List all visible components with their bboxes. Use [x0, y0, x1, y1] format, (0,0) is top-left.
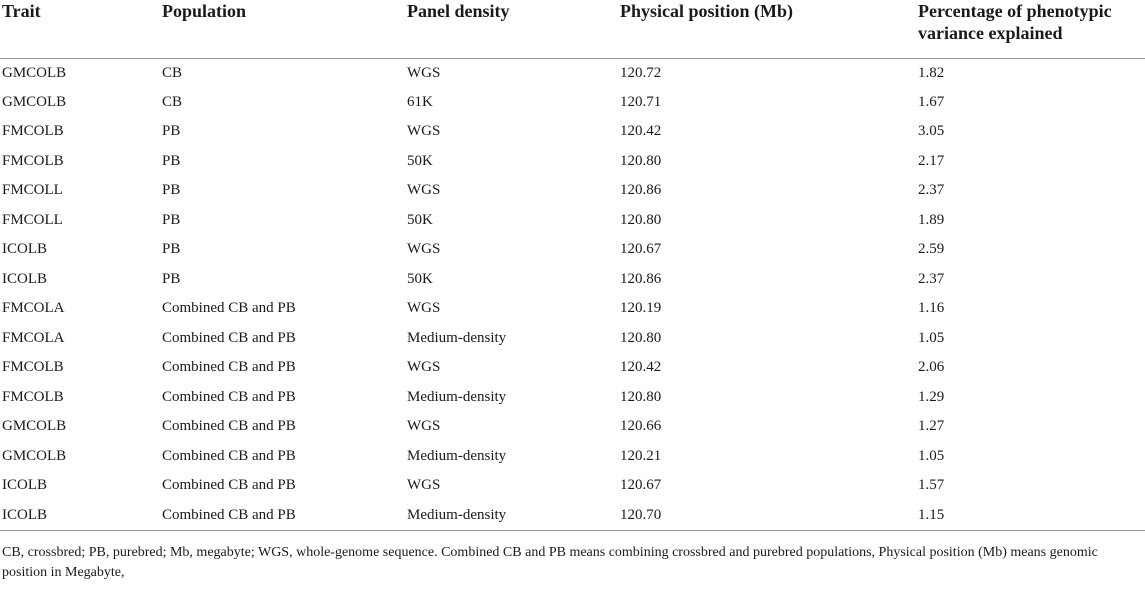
- cell-trait: FMCOLL: [2, 211, 63, 228]
- cell-panel-density: WGS: [407, 64, 441, 81]
- cell-variance-explained: 2.37: [918, 182, 945, 199]
- table-row: [0, 206, 1145, 236]
- table-row: [0, 471, 1145, 501]
- cell-physical-position: 120.19: [620, 300, 662, 317]
- header-physical-position: Physical position (Mb): [620, 0, 918, 58]
- cell-population: PB: [162, 241, 181, 258]
- cell-trait: FMCOLA: [2, 329, 65, 346]
- table-header: [0, 0, 1145, 58]
- cell-panel-density: 61K: [407, 93, 433, 110]
- cell-physical-position: 120.86: [620, 182, 662, 199]
- cell-population: PB: [162, 152, 181, 169]
- cell-variance-explained: 1.89: [918, 211, 945, 228]
- table-row: [0, 383, 1145, 413]
- cell-physical-position: 120.86: [620, 270, 662, 287]
- cell-panel-density: Medium-density: [407, 329, 507, 346]
- cell-physical-position: 120.67: [620, 477, 662, 494]
- cell-variance-explained: 2.17: [918, 152, 945, 169]
- cell-trait: ICOLB: [0, 501, 162, 531]
- table-body: [0, 58, 1145, 530]
- cell-panel-density: 50K: [407, 211, 433, 228]
- cell-population: Combined CB and PB: [162, 388, 296, 405]
- cell-population: Combined CB and PB: [162, 418, 296, 435]
- cell-physical-position: 120.67: [620, 241, 662, 258]
- table-row: [0, 88, 1145, 118]
- cell-population: CB: [162, 64, 183, 81]
- cell-physical-position: 120.80: [620, 388, 662, 405]
- table-row: [0, 412, 1145, 442]
- cell-variance-explained: 1.67: [918, 93, 945, 110]
- cell-trait: FMCOLL: [2, 182, 63, 199]
- cell-panel-density: WGS: [407, 477, 441, 494]
- cell-population: CB: [162, 93, 183, 110]
- cell-variance-explained: 1.27: [918, 418, 945, 435]
- table-row: [0, 58, 1145, 88]
- cell-population: Combined CB and PB: [162, 477, 296, 494]
- table-row: [0, 117, 1145, 147]
- cell-trait: ICOLB: [2, 241, 47, 258]
- table-row: [0, 235, 1145, 265]
- header-variance-explained: Percentage of phenotypic variance explained: [918, 0, 1145, 58]
- cell-physical-position: 120.21: [620, 447, 662, 464]
- cell-physical-position: 120.80: [620, 211, 662, 228]
- cell-panel-density: 50K: [407, 270, 433, 287]
- cell-panel-density: 50K: [407, 152, 433, 169]
- cell-variance-explained: 1.29: [918, 388, 945, 405]
- table-row: [0, 442, 1145, 472]
- cell-population: Combined CB and PB: [162, 300, 296, 317]
- cell-panel-density: WGS: [407, 241, 441, 258]
- table-row: [0, 147, 1145, 177]
- cell-panel-density: Medium-density: [407, 501, 620, 531]
- cell-population: Combined CB and PB: [162, 329, 296, 346]
- table-footnote: CB, crossbred; PB, purebred; Mb, megabyte; WGS, whole-genome sequence. Combined CB and PB means combining crossbred and purebred populations, Physical position (Mb) means genomic position in Megabyte,: [2, 544, 1098, 580]
- cell-variance-explained: 1.05: [918, 447, 945, 464]
- cell-variance-explained: 1.57: [918, 477, 945, 494]
- table-row: [0, 353, 1145, 383]
- cell-population: PB: [162, 270, 181, 287]
- cell-panel-density: WGS: [407, 300, 441, 317]
- cell-panel-density: WGS: [407, 182, 441, 199]
- cell-variance-explained: 1.15: [918, 501, 1145, 531]
- header-population: Population: [162, 0, 407, 58]
- cell-trait: FMCOLB: [2, 123, 64, 140]
- cell-population: PB: [162, 182, 181, 199]
- cell-variance-explained: 1.82: [918, 64, 945, 81]
- cell-population: Combined CB and PB: [162, 359, 296, 376]
- table-row: [0, 501, 1145, 531]
- cell-trait: FMCOLB: [2, 152, 64, 169]
- cell-physical-position: 120.80: [620, 152, 662, 169]
- table-row: [0, 324, 1145, 354]
- cell-trait: GMCOLB: [2, 447, 67, 464]
- cell-population: Combined CB and PB: [162, 501, 407, 531]
- cell-panel-density: Medium-density: [407, 447, 507, 464]
- cell-variance-explained: 2.06: [918, 359, 945, 376]
- header-trait: Trait: [0, 0, 162, 58]
- table-row: [0, 265, 1145, 295]
- cell-trait: FMCOLA: [2, 300, 65, 317]
- cell-panel-density: WGS: [407, 418, 441, 435]
- header-panel-density: Panel density: [407, 0, 620, 58]
- cell-trait: GMCOLB: [2, 418, 67, 435]
- cell-physical-position: 120.66: [620, 418, 662, 435]
- cell-variance-explained: 2.37: [918, 270, 945, 287]
- cell-trait: FMCOLB: [2, 388, 64, 405]
- table-row: [0, 176, 1145, 206]
- cell-trait: FMCOLB: [2, 359, 64, 376]
- cell-population: PB: [162, 123, 181, 140]
- cell-physical-position: 120.80: [620, 329, 662, 346]
- cell-variance-explained: 3.05: [918, 123, 945, 140]
- cell-variance-explained: 1.05: [918, 329, 945, 346]
- cell-physical-position: 120.71: [620, 93, 662, 110]
- cell-variance-explained: 1.16: [918, 300, 945, 317]
- cell-trait: ICOLB: [2, 270, 47, 287]
- cell-panel-density: WGS: [407, 359, 441, 376]
- cell-trait: GMCOLB: [2, 93, 67, 110]
- cell-physical-position: 120.42: [620, 123, 662, 140]
- table-row: [0, 294, 1145, 324]
- cell-physical-position: 120.70: [620, 501, 918, 531]
- cell-variance-explained: 2.59: [918, 241, 945, 258]
- header-row: [0, 0, 1145, 58]
- cell-trait: GMCOLB: [2, 64, 67, 81]
- cell-physical-position: 120.42: [620, 359, 662, 376]
- cell-population: PB: [162, 211, 181, 228]
- cell-panel-density: WGS: [407, 123, 441, 140]
- cell-population: Combined CB and PB: [162, 447, 296, 464]
- cell-panel-density: Medium-density: [407, 388, 507, 405]
- cell-physical-position: 120.72: [620, 64, 662, 81]
- cell-trait: ICOLB: [2, 477, 47, 494]
